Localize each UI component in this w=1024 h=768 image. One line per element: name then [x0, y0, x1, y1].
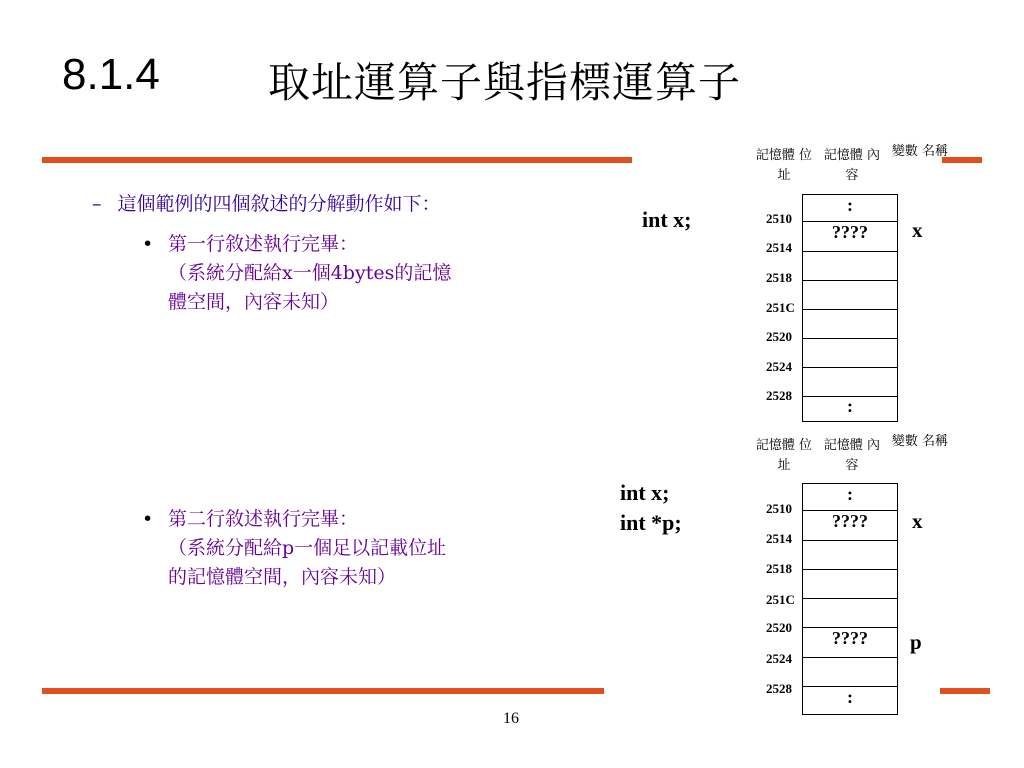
header-varname: 變數 名稱 [891, 144, 949, 159]
intro-text: 這個範例的四個敘述的分解動作如下： [117, 193, 441, 215]
code-line: int x; [642, 207, 692, 232]
address-label: 2518 [766, 270, 792, 285]
memory-table-1 [802, 194, 898, 422]
diagram-1-code [642, 205, 692, 235]
bullet-1-line-1: 第一行敘述執行完畢： [168, 233, 359, 255]
address-label: 2528 [766, 388, 792, 403]
bullet-marker: • [142, 508, 154, 530]
header-address: 記憶體 位址 [755, 148, 813, 183]
ellipsis-top: : [847, 195, 853, 215]
header-content: 記憶體 內容 [823, 438, 881, 473]
variable-name-x: x [912, 218, 923, 242]
address-label: 2514 [766, 531, 792, 546]
address-label: 2528 [766, 681, 792, 696]
bottom-divider-rule-right [940, 688, 990, 694]
bullet-1-line-2: （系統分配給x一個4bytes的記憶 [168, 262, 452, 284]
diagram-2-code [620, 478, 682, 538]
bullet-2 [142, 505, 602, 592]
bullet-marker: • [142, 233, 154, 255]
address-label: 2524 [766, 651, 792, 666]
dash-marker: – [92, 193, 102, 215]
variable-name-p: p [910, 630, 922, 654]
address-label: 2524 [766, 359, 792, 374]
address-label: 2518 [766, 561, 792, 576]
memory-table-2 [802, 483, 898, 715]
header-varname: 變數 名稱 [891, 434, 949, 449]
bottom-divider-rule [42, 688, 604, 694]
ellipsis-bottom: : [847, 396, 853, 416]
address-label: 251C [766, 300, 795, 315]
ellipsis-top: : [847, 484, 853, 504]
address-label: 2520 [766, 620, 792, 635]
cell-value-x: ???? [832, 222, 868, 242]
bullet-2-line-1: 第二行敘述執行完畢： [168, 508, 359, 530]
top-divider-rule [42, 157, 632, 163]
section-number: 8.1.4 [62, 50, 160, 99]
address-label: 2520 [766, 329, 792, 344]
bullet-1-line-3: 體空間，內容未知） [168, 291, 340, 313]
address-label: 251C [766, 592, 795, 607]
variable-name-x: x [912, 509, 923, 533]
bullet-2-line-2: （系統分配給p一個足以記載位址 [168, 537, 447, 559]
header-address: 記憶體 位址 [755, 438, 813, 473]
cell-value-p: ???? [832, 628, 868, 648]
address-label: 2510 [766, 211, 792, 226]
ellipsis-bottom: : [847, 687, 853, 707]
address-label: 2510 [766, 501, 792, 516]
code-line: int x; [620, 480, 670, 505]
header-content: 記憶體 內容 [823, 148, 881, 183]
bullet-2-line-3: 的記憶體空間，內容未知） [168, 566, 397, 588]
bullet-1 [142, 230, 602, 317]
code-line: int *p; [620, 510, 682, 535]
page-number: 16 [503, 710, 519, 727]
slide-title: 取址運算子與指標運算子 [268, 58, 742, 107]
cell-value-x: ???? [832, 511, 868, 531]
intro-line [92, 190, 612, 219]
address-label: 2514 [766, 240, 792, 255]
